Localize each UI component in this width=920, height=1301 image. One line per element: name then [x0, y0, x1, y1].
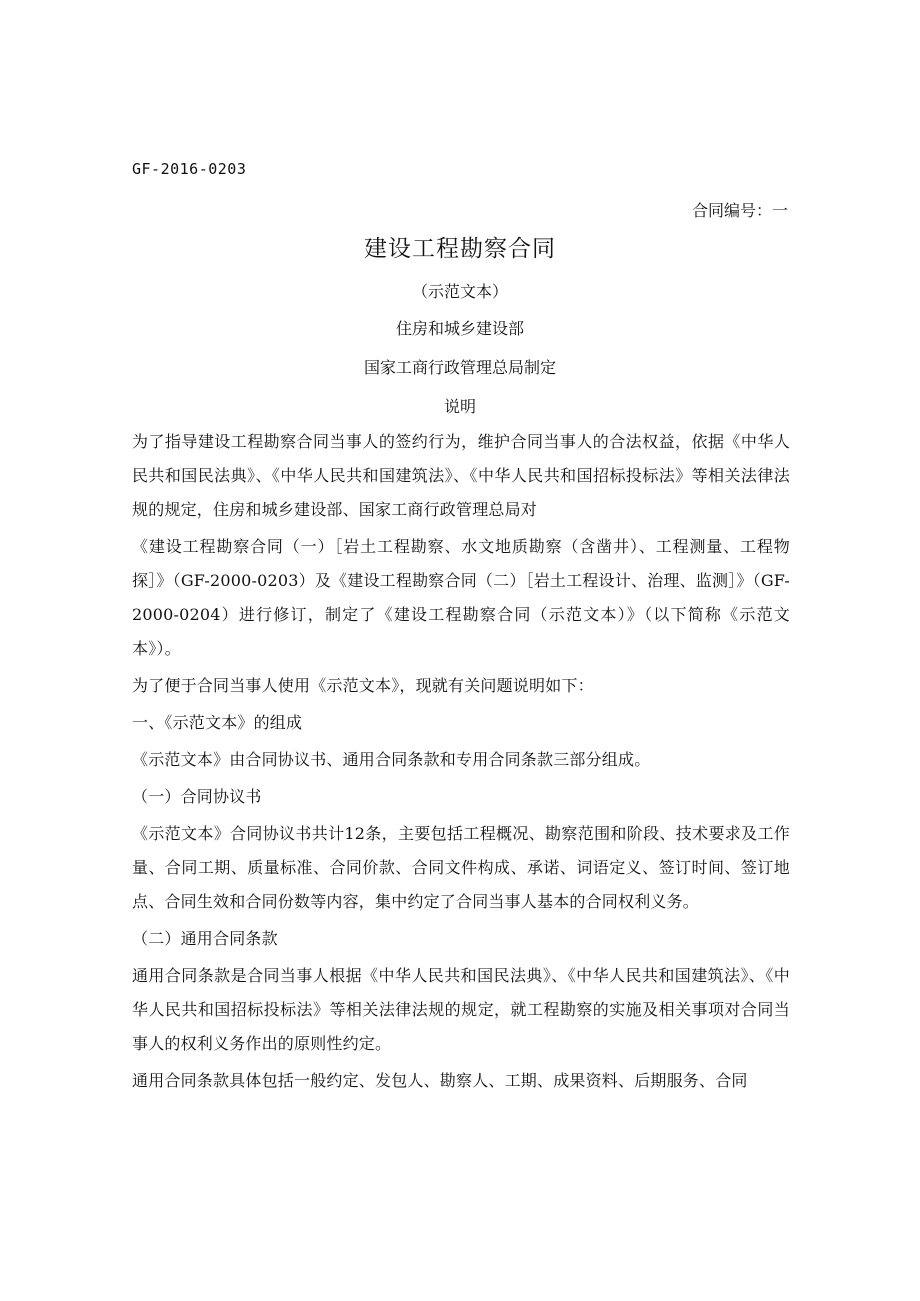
paragraph-intro: 为了便于合同当事人使用《示范文本》，现就有关问题说明如下：	[132, 676, 594, 695]
issuer-administration: 国家工商行政管理总局制定	[363, 358, 556, 377]
paragraph-purpose: 为了指导建设工程勘察合同当事人的签约行为，维护合同当事人的合法权益，依据《中华人民共和国民法典》、《中华人民共和国建筑法》、《中华人民共和国招标投标法》等相关法律法规的规定，住房和城乡建设部、国家工商行政管理总局对	[132, 432, 790, 519]
contract-number: 合同编号：一	[691, 201, 788, 220]
document-subtitle: （示范文本）	[411, 282, 508, 301]
heading-composition: 一、《示范文本》的组成	[132, 713, 303, 732]
paragraph-revision: 《建设工程勘察合同（一）［岩土工程勘察、水文地质勘察（含凿井）、工程测量、工程物探］》（GF-2000-0203）及《建设工程勘察合同（二）［岩土工程设计、治理、监测］》（GF-2000-0204）进行修订，制定了《建设工程勘察合同（示范文本）》（以下简称《示范文本》）。	[132, 537, 790, 658]
section-heading: 说明	[443, 397, 476, 416]
issuer-ministry: 住房和城乡建设部	[395, 319, 524, 338]
paragraph-general-terms-content: 通用合同条款具体包括一般约定、发包人、勘察人、工期、成果资料、后期服务、合同	[132, 1071, 748, 1090]
document-title: 建设工程勘察合同	[364, 236, 556, 262]
paragraph-general-terms: 通用合同条款是合同当事人根据《中华人民共和国民法典》、《中华人民共和国建筑法》、《中华人民共和国招标投标法》等相关法律法规的规定，就工程勘察的实施及相关事项对合同当事人的权利义务作出的原则性约定。	[132, 966, 790, 1053]
heading-general-terms: （二）通用合同条款	[132, 929, 278, 948]
paragraph-agreement: 《示范文本》合同协议书共计12条，主要包括工程概况、勘察范围和阶段、技术要求及工作量、合同工期、质量标准、合同价款、合同文件构成、承诺、词语定义、签订时间、签订地点、合同生效和合同份数等内容，集中约定了合同当事人基本的合同权利义务。	[132, 824, 790, 911]
document-body	[132, 425, 790, 1101]
paragraph-composition: 《示范文本》由合同协议书、通用合同条款和专用合同条款三部分组成。	[132, 750, 651, 769]
heading-agreement: （一）合同协议书	[132, 787, 262, 806]
document-code: GF-2016-0203	[132, 160, 247, 178]
